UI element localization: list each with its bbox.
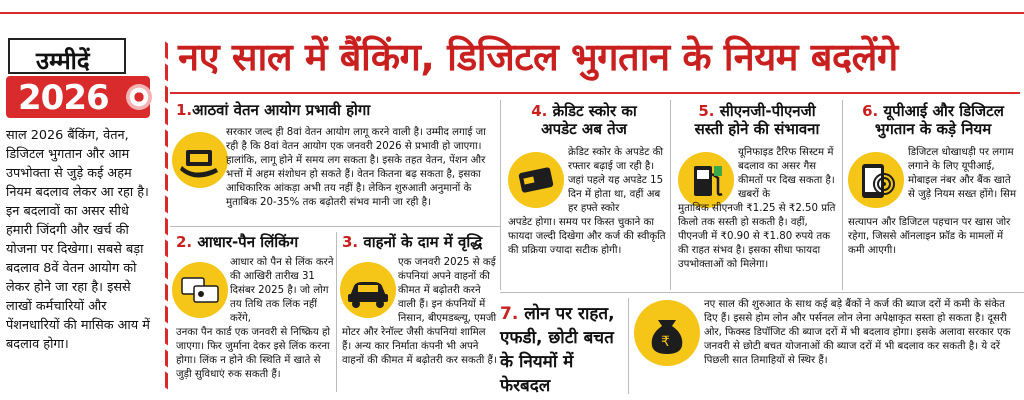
ummid-label: उम्मीदें bbox=[36, 47, 90, 75]
divider bbox=[170, 226, 500, 227]
top-strip bbox=[0, 0, 1024, 14]
money-bag-icon bbox=[634, 300, 700, 366]
svg-text:₹: ₹ bbox=[661, 334, 670, 350]
section-5-body-b: मुताबिक सीएनजी ₹1.25 से ₹2.50 प्रति किलो तक सस्ती हो सकती है। वहीं, पीएनजी में ₹0.90 से ₹1.80 रुपये तक की राहत संभव है। इसका सीधा फायदा उपभोक्ताओं को मिलेगा। bbox=[678, 203, 836, 270]
car-icon bbox=[340, 262, 396, 318]
section-7-title-line-1: लोन पर राहत, bbox=[524, 304, 615, 324]
fingerprint-phone-icon bbox=[848, 152, 904, 208]
divider bbox=[670, 100, 671, 290]
headline-rule bbox=[170, 92, 1020, 94]
left-column bbox=[0, 30, 160, 400]
section-6-title-a: यूपीआई और डिजिटल bbox=[883, 102, 1004, 120]
salary-icon bbox=[172, 132, 228, 188]
section-7-title bbox=[500, 302, 620, 398]
section-3-title bbox=[342, 232, 482, 252]
year-badge bbox=[6, 76, 150, 118]
section-3-number: 3. bbox=[342, 233, 359, 251]
fuel-pump-icon bbox=[678, 152, 734, 208]
section-3-title-text: वाहनों के दाम में वृद्धि bbox=[363, 233, 483, 251]
column-divider bbox=[158, 40, 168, 395]
section-2-title bbox=[176, 232, 298, 252]
section-6-number: 6. bbox=[862, 102, 879, 120]
section-7-title-line-2: एफडी, छोटी बचत bbox=[500, 328, 614, 348]
section-2-title-text: आधार-पैन लिंकिंग bbox=[197, 233, 299, 251]
section-6-body-a: डिजिटल धोखाधड़ी पर लगाम लगाने के लिए यूपीआई, मोबाइल नंबर और बैंक खाते से जुड़े नियम सख्त होंगे। सिम bbox=[908, 147, 1017, 200]
section-5-number: 5. bbox=[698, 102, 715, 120]
section-7-body: नए साल की शुरुआत के साथ कई बड़े बैंकों ने कर्ज की ब्याज दरों में कमी के संकेत दिए हैं। इससे होम लोन और पर्सनल लोन लेना अपेक्षाकृत सस्ता हो सकता है। दूसरी ओर, फिक्स्ड डिपॉजिट की ब्याज दरों में भी बदलाव होगा। इसके अलावा सरकार एक जनवरी से छोटी बचत योजनाओं की ब्याज दरों में भी बदलाव कर सकती है। ये दरें पिछली सात तिमाहियों से स्थिर हैं। bbox=[704, 299, 1011, 366]
section-3-body-b: मोटर और रेनॉल्ट जैसी कंपनियां शामिल हैं। अन्य कार निर्माता कंपनी भी अपने वाहनों की कीमत में बढ़ोतरी कर सकती हैं। bbox=[342, 327, 497, 366]
section-5-body-a: यूनिफाइड टैरिफ सिस्टम में बदलाव का असर गैस कीमतों पर दिख सकता है। खबरों के bbox=[738, 147, 835, 200]
intro-text: साल 2026 बैंकिंग, वेतन, डिजिटल भुगतान और आम उपभोक्ता से जुड़े कई अहम नियम बदलाव लेकर आ रहा है। इन बदलावों का असर सीधे हमारी जिंदगी और खर्च की योजना पर दिखेगा। सबसे बड़ा बदलाव 8वें वेतन आयोग को लेकर होने जा रहा है। इससे लाखों कर्मचारियों और पेंशनधारियों की मासिक आय में बदलाव होगा। bbox=[6, 128, 150, 352]
section-2-body-b: उनका पैन कार्ड एक जनवरी से निष्क्रिय हो जाएगा। फिर जुर्माना देकर इसे लिंक करना होगा। लिंक न होने की स्थिति में खाते से जुड़ी सुविधाएं रुक सकती हैं। bbox=[176, 327, 331, 380]
section-6-title bbox=[842, 102, 1024, 138]
section-5-title-a: सीएनजी-पीएनजी bbox=[719, 102, 816, 120]
aadhaar-pan-icon bbox=[172, 262, 228, 318]
section-2-number: 2. bbox=[176, 233, 193, 251]
credit-card-icon bbox=[508, 152, 564, 208]
section-2-body-a: आधार को पैन से लिंक करने की आखिरी तारीख 31 दिसंबर 2025 है। जो लोग तय तिथि तक लिंक नहीं करेंगे, bbox=[230, 257, 334, 324]
divider bbox=[500, 100, 501, 290]
headline: नए साल में बैंकिंग, डिजिटल भुगतान के नियम बदलेंगे bbox=[178, 35, 898, 79]
flower-icon bbox=[126, 84, 152, 110]
section-6-body-b: सत्यापन और डिजिटल पहचान पर खास जोर रहेगा, जिससे ऑनलाइन फ्रॉड के मामलों में कमी आएगी। bbox=[848, 217, 1011, 256]
section-7-title-line-4: फेरबदल bbox=[500, 376, 551, 396]
section-1-body: सरकार जल्द ही 8वां वेतन आयोग लागू करने वाली है। उम्मीद लगाई जा रही है कि 8वां वेतन आयोग एक जनवरी 2026 से प्रभावी हो जाएगा। हालांकि, लागू होने में समय लग सकता है। इसके तहत वेतन, पेंशन और भत्तों में अहम संशोधन हो सकते हैं। वेतन कितना बढ़ सकता है, इसका आधिकारिक आंकड़ा अभी तय नहीं है। लेकिन शुरुआती अनुमानों के मुताबिक 20-35% तक बढ़ोतरी संभव मानी जा रही है। bbox=[226, 127, 486, 208]
section-4-title-a: क्रेडिट स्कोर का bbox=[552, 102, 637, 120]
section-4-number: 4. bbox=[531, 102, 548, 120]
section-1-number: 1. bbox=[176, 101, 193, 119]
divider bbox=[336, 232, 337, 392]
section-5-title bbox=[672, 102, 842, 138]
section-4-title-b: अपडेट अब तेज bbox=[541, 120, 627, 138]
year-text: 2026 bbox=[18, 78, 109, 118]
section-6-title-b: भुगतान के कड़े नियम bbox=[874, 120, 992, 138]
section-1-title bbox=[176, 100, 370, 120]
divider bbox=[500, 292, 1024, 293]
section-4-body-a: क्रेडिट स्कोर के अपडेट की रफ्तार बढ़ाई जा रही है। जहां पहले यह अपडेट 15 दिन में होता था, वहीं अब हर हफ्ते स्कोर bbox=[568, 147, 664, 214]
section-7-number: 7. bbox=[500, 304, 519, 324]
section-1-title-text: आठवां वेतन आयोग प्रभावी होगा bbox=[192, 101, 371, 119]
section-5-title-b: सस्ती होने की संभावना bbox=[694, 120, 820, 138]
section-4-body-b: अपडेट होगा। समय पर किस्त चुकाने का फायदा जल्दी दिखेगा और कर्ज की स्वीकृति की प्रक्रिया ज्यादा सटीक होगी। bbox=[508, 217, 666, 256]
divider bbox=[628, 298, 629, 394]
section-7-title-line-3: के नियमों में bbox=[500, 352, 574, 372]
section-3-body-a: एक जनवरी 2025 से कई कंपनियां अपने वाहनों की कीमत में बढ़ोतरी करने वाली हैं। इन कंपनियों में निसान, बीएमडब्ल्यू, एमजी bbox=[398, 257, 497, 324]
section-4-title bbox=[504, 102, 664, 138]
ummid-label-box bbox=[8, 38, 126, 74]
